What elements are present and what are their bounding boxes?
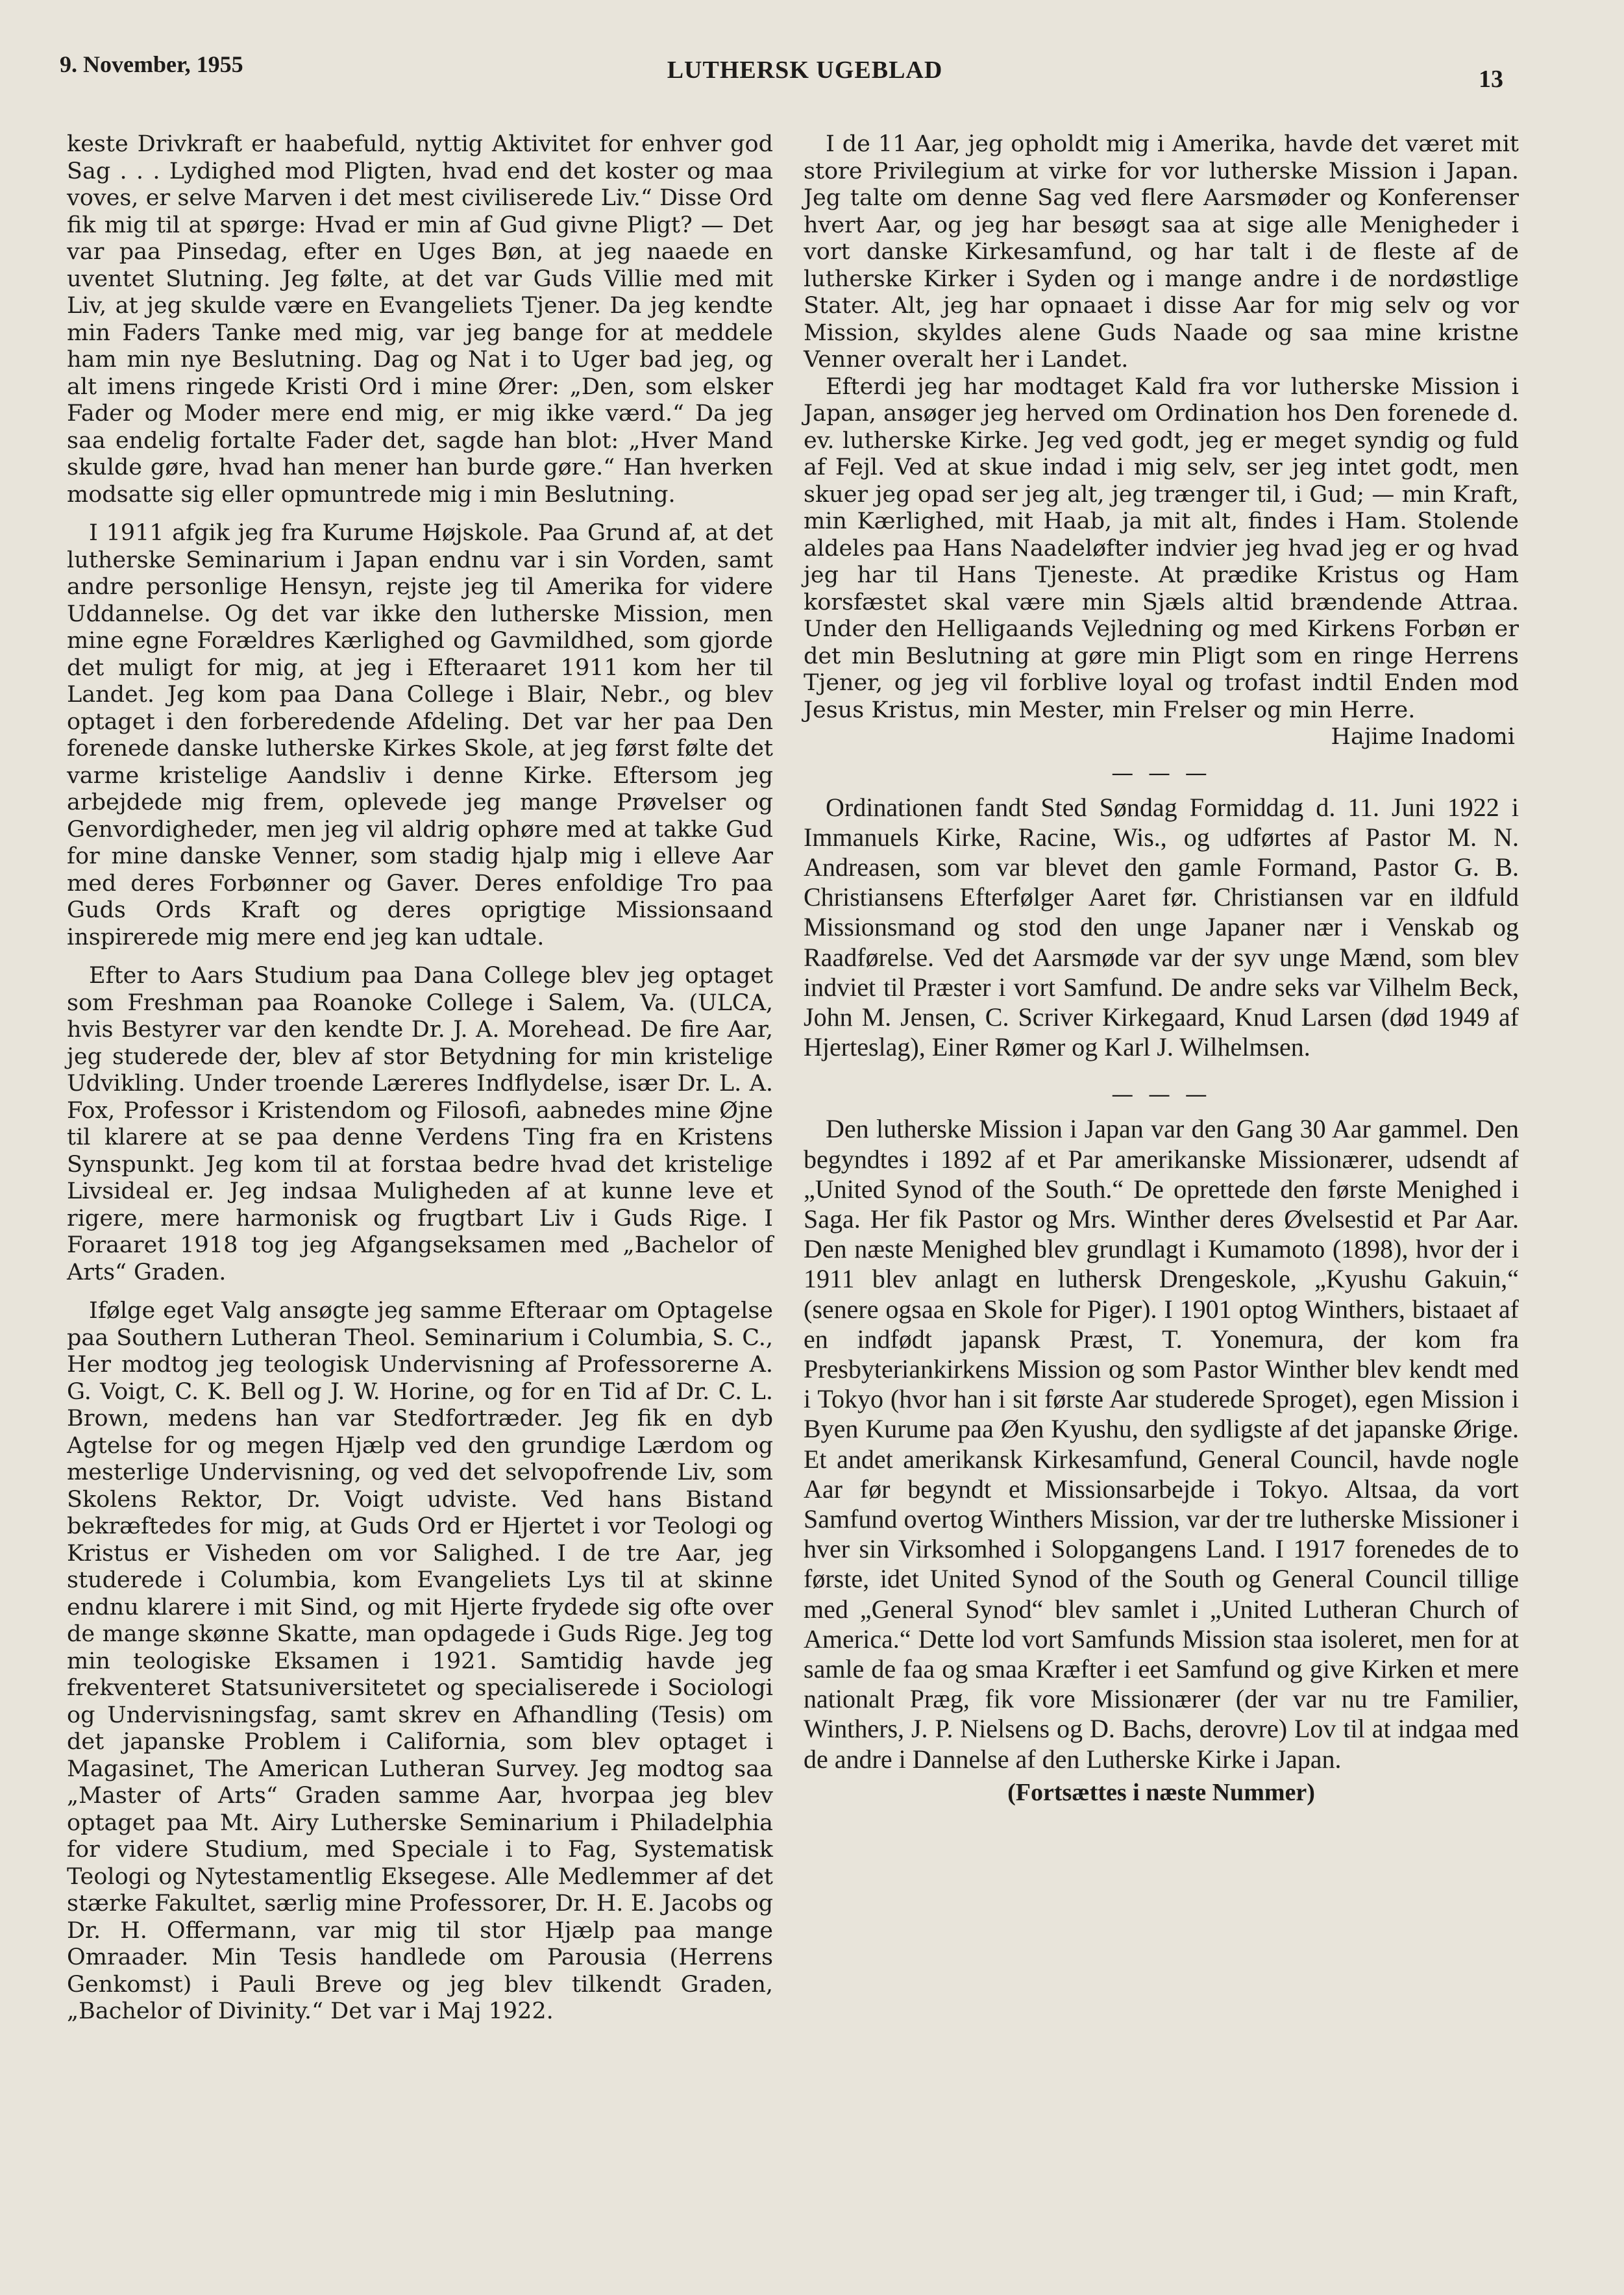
paragraph: Efter to Aars Studium paa Dana College blev jeg optaget som Freshman paa Roanoke College i Salem, Va. (ULCA, hvis Bestyrer var den kendte Dr. J. A. Morehead. De fire Aar, jeg studerede der, blev af stor Betydning for min kristelige Udvikling. Under troende Læreres Indflydelse, især Dr. L. A. Fox, Professor i Kristendom og Filosofi, aabnedes mine Øjne til klarere at se paa denne Verdens Ting fra en Kristens Synspunkt. Jeg kom til at forstaa bedre hvad det kristelige Livsideal er. Jeg indsaa Muligheden af at kunne leve et rigere, mere harmonisk og frugtbart Liv i Guds Rige. I Foraaret 1918 tog jeg Afgangseksamen med „Bachelor of Arts“ Graden. [67,963,773,1285]
publication-title: LUTHERSK UGEBLAD [667,56,943,84]
author-signature: Hajime Inadomi [1331,724,1515,750]
left-column [67,131,773,2026]
right-column [804,131,1519,1807]
section-separator: — — — [1111,760,1211,786]
paragraph: Ifølge eget Valg ansøgte jeg samme Efteraar om Optagelse paa Southern Lutheran Theol. Seminarium i Columbia, S. C., Her modtog jeg teologisk Undervisning af Professorerne A. G. Voigt, C. K. Bell og J. W. Horine, og for en Tid af Dr. C. L. Brown, medens han var Stedfortræder. Jeg fik en dyb Agtelse for og megen Hjælp ved den grundige Lærdom og mesterlige Undervisning, og ved det selvopofrende Liv, som Skolens Rektor, Dr. Voigt udviste. Ved hans Bistand bekræftedes for mig, at Guds Ord er Hjertet i vor Teologi og Kristus er Visheden om vor Salighed. I de tre Aar, jeg studerede i Columbia, kom Evangeliets Lys til at skinne endnu klarere i mit Sind, og mit Hjerte frydede sig ofte over de mange skønne Skatte, man opdagede i Guds Rige. Jeg tog min teologiske Eksamen i 1921. Samtidig havde jeg frekventeret Statsuniversitetet og specialiserede i Sociologi og Undervisningsfag, samt skrev en Afhandling (Tesis) om det japanske Problem i California, som blev optaget i Magasinet, The American Lutheran Survey. Jeg modtog saa „Master of Arts“ Graden samme Aar, hvorpaa jeg blev optaget paa Mt. Airy Lutherske Seminarium i Philadelphia for videre Studium, med Speciale i to Fag, Systematisk Teologi og Nytestamentlig Eksegese. Alle Medlemmer af det stærke Fakultet, særlig mine Professorer, Dr. H. E. Jacobs og Dr. H. Offermann, var mig til stor Hjælp paa mange Omraader. Min Tesis handlede om Parousia (Herrens Genkomst) i Pauli Breve og jeg blev tilkendt Graden, „Bachelor of Divinity.“ Det var i Maj 1922. [67,1298,773,2024]
ordination-paragraph: Ordinationen fandt Sted Søndag Formiddag d. 11. Juni 1922 i Immanuels Kirke, Racine, Wis., og udførtes af Pastor M. N. Andreasen, som var blevet den gamle Formand, Pastor G. B. Christiansens Efterfølger Aaret før. Christiansen var en ildfuld Missionsmand og stod den unge Japaner nær i Venskab og Raadførelse. Ved det Aarsmøde var der syv unge Mænd, som blev indviet til Præster i vort Samfund. De andre seks var Vilhelm Beck, John M. Jensen, C. Scriver Kirkegaard, Knud Larsen (død 1949 af Hjerteslag), Einer Rømer og Karl J. Wilhelmsen. [804,792,1519,1062]
continued-note: (Fortsættes i næste Nummer) [1007,1778,1315,1806]
page-number: 13 [1479,66,1503,93]
paragraph: I de 11 Aar, jeg opholdt mig i Amerika, havde det været mit store Privilegium at virke for vor lutherske Mission i Japan. Jeg talte om denne Sag ved flere Aarsmøder og Konferenser hvert Aar, og jeg har besøgt saa at sige alle Menigheder i vort danske Kirkesamfund, og har talt i de fleste af de lutherske Kirker i Syden og i mange andre i de nordøstlige Stater. Alt, jeg har opnaaet i disse Aar for mig selv og vor Mission, skyldes alene Guds Naade og saa mine kristne Venner overalt her i Landet. [804,131,1519,373]
paragraph: keste Drivkraft er haabefuld, nyttig Aktivitet for enhver god Sag . . . Lydighed mod Pligten, hvad end det koster og maa voves, er selve Marven i det mest civiliserede Liv.“ Disse Ord fik mig til at spørge: Hvad er min af Gud givne Pligt? — Det var paa Pinsedag, efter en Uges Bøn, at jeg naaede en uventet Slutning. Jeg følte, at det var Guds Villie med mit Liv, at jeg skulde være en Evangeliets Tjener. Da jeg kendte min Faders Tanke med mig, var jeg bange for at meddele ham min nye Beslutning. Dag og Nat i to Uger bad jeg, og alt imens ringede Kristi Ord i mine Ører: „Den, som elsker Fader og Moder mere end mig, er mig ikke værd.“ Da jeg saa endelig fortalte Fader det, sagde han blot: „Hver Mand skulde gøre, hvad han mener han burde gøre.“ Han hverken modsatte sig eller opmuntrede mig i min Beslutning. [67,131,773,508]
paragraph: I 1911 afgik jeg fra Kurume Højskole. Paa Grund af, at det lutherske Seminarium i Japan endnu var i sin Vorden, samt andre personlige Hensyn, rejste jeg til Amerika for videre Uddannelse. Og det var ikke den lutherske Mission, men mine egne Forældres Kærlighed og Gavmildhed, som gjorde det muligt for mig, at jeg i Efteraaret 1911 kom her til Landet. Jeg kom paa Dana College i Blair, Nebr., og blev optaget i den forberedende Afdeling. Det var her paa Den forenede danske lutherske Kirkes Skole, at jeg først følte det varme kristelige Aandsliv i denne Kirke. Eftersom jeg arbejdede mig frem, oplevede jeg mange Prøvelser og Genvordigheder, men jeg vil aldrig ophøre med at takke Gud for mine danske Venner, som stadig hjalp mig i elleve Aar med deres Forbønner og Gaver. Deres enfoldige Tro paa Guds Ords Kraft og deres oprigtige Missionsaand inspirerede mig mere end jeg kan udtale. [67,520,773,950]
paragraph: Efterdi jeg har modtaget Kald fra vor lutherske Mission i Japan, ansøger jeg herved om Ordination hos Den forenede d. ev. lutherske Kirke. Jeg ved godt, jeg er meget syndig og fuld af Fejl. Ved at skue indad i mig selv, ser jeg intet godt, men skuer jeg opad ser jeg alt, jeg trænger til, i Gud; — min Kraft, min Kærlighed, mit Haab, ja mit alt, findes i Ham. Stolende aldeles paa Hans Naadeløfter indvier jeg hvad jeg er og hvad jeg har til Hans Tjeneste. At prædike Kristus og Ham korsfæstet skal være min Sjæls altid brændende Attraa. Under den Helligaands Vejledning og med Kirkens Forbøn er det min Beslutning at gøre min Pligt som en ringe Herrens Tjener, og jeg vil forblive loyal og trofast indtil Enden mod Jesus Kristus, min Mester, min Frelser og min Herre. [804,373,1519,723]
mission-history-paragraph: Den lutherske Mission i Japan var den Gang 30 Aar gammel. Den begyndtes i 1892 af et Par amerikanske Missionærer, udsendt af „United Synod of the South.“ De oprettede den første Menighed i Saga. Her fik Pastor og Mrs. Winther deres Øvelsestid et Par Aar. Den næste Menighed blev grundlagt i Kumamoto (1898), hvor der i 1911 blev anlagt en luthersk Drengeskole, „Kyushu Gakuin,“ (senere ogsaa en Skole for Piger). I 1901 optog Winthers, bistaaet af en indfødt japansk Præst, T. Yonemura, der kom fra Presbyteriankirkens Mission og som Pastor Winther blev kendt med i Tokyo (hvor han i sit første Aar studerede Sproget), egen Mission i Byen Kurume paa Øen Kyushu, den sydligste af det japanske Ørige. Et andet amerikansk Kirkesamfund, General Council, havde nogle Aar før begyndt et Missionsarbejde i Tokyo. Altsaa, da vort Samfund overtog Winthers Mission, var der tre lutherske Missioner i hver sin Virksomhed i Solopgangens Land. I 1917 forenedes de to første, idet United Synod of the South og General Council tillige med „General Synod“ blev samlet i „United Lutheran Church of America.“ Dette lod vort Samfunds Mission staa isoleret, men for at samle de faa og smaa Kræfter i eet Samfund og give Kirken et mere nationalt Præg, fik vore Missionærer (der var nu tre Familier, Winthers, J. P. Nielsens og D. Bachs, derovre) Lov til at indgaa med de andre i Dannelse af den Lutherske Kirke i Japan. [804,1114,1519,1774]
issue-date: 9. November, 1955 [60,51,243,77]
section-separator: — — — [1111,1082,1211,1108]
